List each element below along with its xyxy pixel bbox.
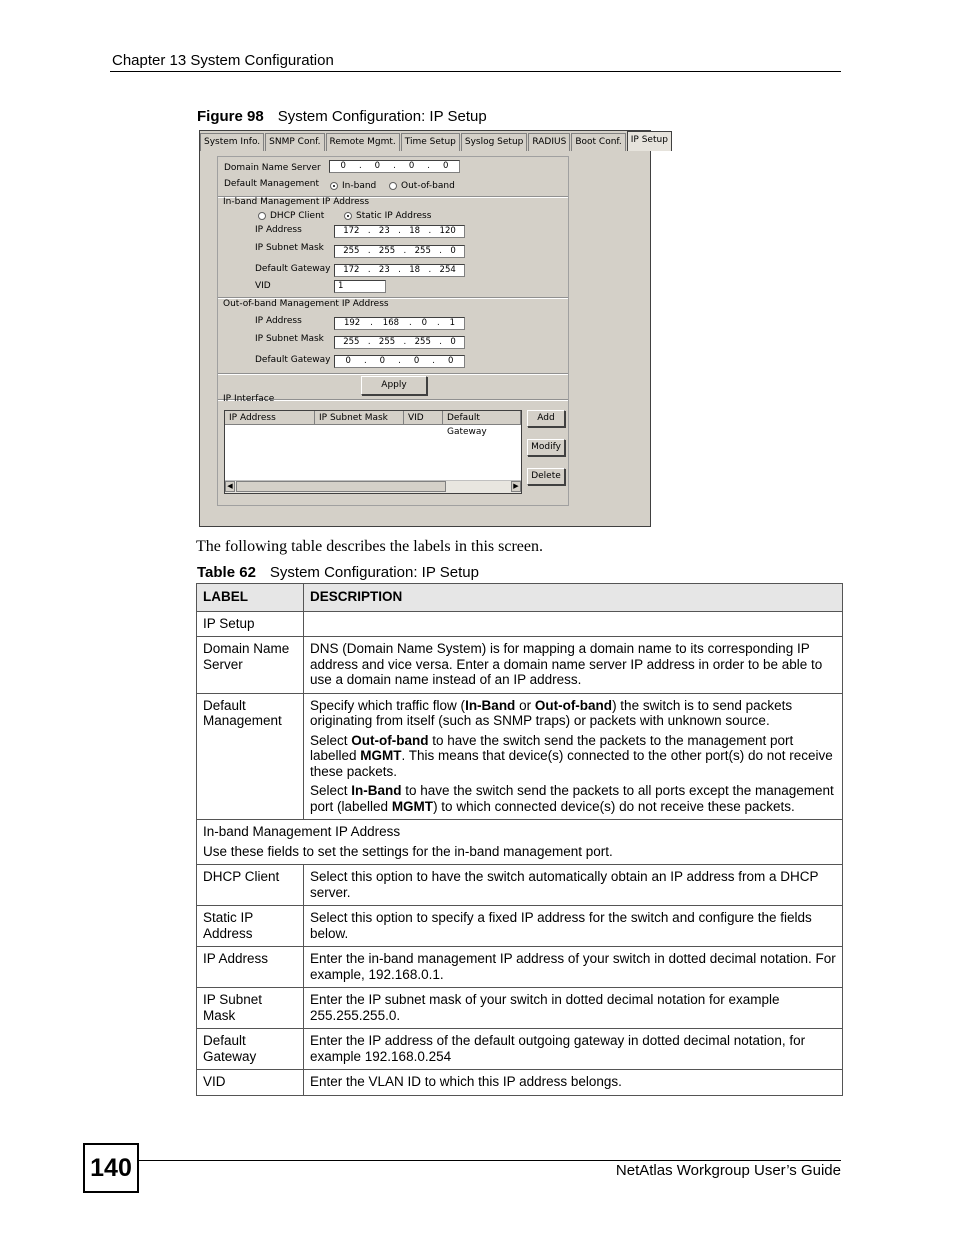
octet: 120	[439, 226, 456, 236]
inband-ip-label: IP Address	[255, 225, 302, 235]
horizontal-scrollbar[interactable]	[225, 480, 521, 493]
octet: 18	[409, 226, 421, 236]
dot: .	[367, 265, 371, 275]
row-description: Select this option to specify a fixed IP address for the switch and configure the fields below.	[304, 906, 843, 947]
octet: 255	[343, 246, 360, 256]
dot: .	[403, 246, 407, 256]
dot: .	[432, 356, 435, 366]
col-subnet-mask[interactable]: IP Subnet Mask	[315, 411, 404, 425]
inband-radio[interactable]	[330, 182, 338, 190]
octet: 255	[414, 337, 431, 347]
dot: .	[428, 265, 432, 275]
dot: .	[403, 337, 407, 347]
row-label: Default Management	[197, 693, 304, 820]
row-label: IP Setup	[197, 611, 304, 637]
text: ) the switch is to send packets originating from itself (such as SNMP traps) or packets with unknown source.	[310, 697, 793, 728]
tab-bar	[200, 131, 673, 150]
tab-ip-setup[interactable]: IP Setup	[627, 131, 672, 151]
inband-vid-input[interactable]: 1	[334, 280, 386, 293]
table-row	[197, 865, 843, 906]
dot: .	[398, 226, 401, 236]
octet: 255	[378, 246, 396, 256]
dns-input[interactable]	[329, 160, 460, 173]
row-description: Enter the IP subnet mask of your switch in dotted decimal notation for example 255.255.255.0.	[304, 988, 843, 1029]
dot: .	[439, 337, 442, 347]
inband-section-title: In-band Management IP Address	[223, 197, 370, 207]
row-description: Enter the VLAN ID to which this IP address belongs.	[304, 1070, 843, 1096]
tab-syslog-setup[interactable]: Syslog Setup	[461, 133, 528, 151]
text: Specify which traffic flow (	[310, 697, 466, 713]
static-ip-radio[interactable]	[344, 212, 352, 220]
octet: 172	[343, 265, 360, 275]
inband-vid-label: VID	[255, 281, 271, 291]
desc-paragraph	[310, 733, 836, 780]
bold-term: MGMT	[360, 748, 402, 763]
outband-gateway-input[interactable]	[334, 355, 465, 368]
figure-number: Figure 98	[197, 108, 264, 125]
inband-mask-input[interactable]	[334, 245, 465, 258]
figure-caption	[197, 108, 487, 125]
dot: .	[393, 161, 396, 171]
outband-mask-input[interactable]	[334, 336, 465, 349]
scroll-right-icon[interactable]: ▶	[511, 481, 521, 492]
figure-title: System Configuration: IP Setup	[277, 108, 487, 125]
octet: 0	[408, 161, 415, 171]
text: to have the switch send the packets to the management port labelled	[310, 732, 794, 763]
tab-boot-conf[interactable]: Boot Conf.	[571, 133, 625, 151]
tab-time-setup[interactable]: Time Setup	[401, 133, 460, 151]
inband-mask-label: IP Subnet Mask	[255, 243, 324, 253]
bold-term: MGMT	[391, 798, 434, 814]
dot: .	[358, 161, 362, 171]
description-header: DESCRIPTION	[304, 584, 843, 612]
ip-interface-list[interactable]	[224, 410, 522, 494]
dhcp-client-radio[interactable]	[258, 212, 266, 220]
octet: 0	[442, 161, 449, 171]
octet: 0	[421, 318, 428, 328]
list-header	[225, 411, 521, 437]
dot: .	[428, 226, 432, 236]
chapter-header: Chapter 13 System Configuration	[112, 52, 334, 69]
dot: .	[398, 265, 401, 275]
octet: 0	[447, 356, 454, 366]
ip-interface-separator	[270, 399, 568, 401]
text: . This means that device(s) connected to the other port(s) do not receive these packets.	[310, 748, 833, 779]
text: ) to which connected device(s) do not receive these packets.	[433, 798, 795, 814]
label-header: LABEL	[197, 584, 304, 612]
row-description	[304, 693, 843, 820]
static-ip-label: Static IP Address	[356, 211, 432, 221]
scroll-left-icon[interactable]: ◀	[225, 481, 235, 492]
dot: .	[436, 318, 440, 328]
row-description: Enter the IP address of the default outgoing gateway in dotted decimal notation, for example 192.168.0.254	[304, 1029, 843, 1070]
octet: 0	[340, 161, 346, 171]
octet: 0	[379, 356, 386, 366]
row-description: Enter the in-band management IP address of your switch in dotted decimal notation. For example, 192.168.0.1.	[304, 947, 843, 988]
dot: .	[367, 337, 371, 347]
section-description: Use these fields to set the settings for the in-band management port.	[203, 843, 613, 859]
apply-button[interactable]: Apply	[361, 376, 427, 395]
table-row	[197, 1029, 843, 1070]
octet: 0	[450, 246, 456, 256]
dns-label: Domain Name Server	[224, 163, 321, 173]
inband-gateway-label: Default Gateway	[255, 264, 331, 274]
table-row	[197, 1070, 843, 1096]
tab-system-info[interactable]: System Info.	[200, 133, 264, 151]
text: Select	[310, 732, 352, 748]
octet: 18	[409, 265, 421, 275]
table-row	[197, 611, 843, 637]
bold-term: Out-of-band	[351, 732, 429, 748]
section-title: In-band Management IP Address	[203, 824, 401, 839]
text: Select	[310, 783, 352, 798]
dot: .	[439, 246, 442, 256]
bold-term: In-Band	[465, 697, 516, 713]
outband-ip-input[interactable]	[334, 317, 465, 330]
text: to have the switch send the packets to all ports except the management port (labelled	[310, 783, 834, 814]
table-header-row	[197, 584, 843, 612]
col-default-gateway[interactable]: Default Gateway	[443, 411, 521, 425]
page-number: 140	[83, 1143, 139, 1193]
description-table	[196, 583, 843, 1096]
row-label: Domain Name Server	[197, 637, 304, 694]
section-row	[197, 820, 843, 865]
dot: .	[427, 161, 430, 171]
scroll-thumb[interactable]	[236, 481, 446, 492]
octet: 172	[343, 226, 360, 236]
add-button[interactable]: Add	[527, 410, 565, 427]
table-row	[197, 820, 843, 865]
octet: 23	[378, 265, 390, 275]
dot: .	[367, 246, 371, 256]
table-caption	[197, 564, 479, 581]
dot: .	[398, 356, 401, 366]
inband-gateway-input[interactable]	[334, 264, 465, 277]
bold-term: In-Band	[351, 783, 402, 798]
col-vid[interactable]: VID	[404, 411, 443, 425]
outofband-radio-label: Out-of-band	[401, 181, 455, 191]
octet: 255	[414, 246, 431, 256]
bold-term: Out-of-band	[534, 697, 613, 713]
dot: .	[367, 226, 371, 236]
table-row	[197, 637, 843, 694]
delete-button[interactable]: Delete	[527, 468, 565, 485]
table-row	[197, 693, 843, 820]
row-label: Default Gateway	[197, 1029, 304, 1070]
row-description: Select this option to have the switch automatically obtain an IP address from a DHCP server.	[304, 865, 843, 906]
ip-setup-screenshot	[199, 130, 668, 527]
outband-gateway-label: Default Gateway	[255, 355, 331, 365]
dhcp-client-label: DHCP Client	[270, 211, 325, 221]
ip-interface-title: IP Interface	[223, 394, 275, 404]
row-label: Static IP Address	[197, 906, 304, 947]
table-row	[197, 906, 843, 947]
desc-paragraph	[310, 698, 836, 729]
modify-button[interactable]: Modify	[527, 439, 565, 456]
octet: 0	[345, 356, 351, 366]
tab-radius[interactable]: RADIUS	[528, 133, 570, 151]
octet: 23	[378, 226, 390, 236]
default-management-label: Default Management	[224, 179, 320, 189]
desc-paragraph	[310, 783, 836, 814]
intro-text: The following table describes the labels in this screen.	[196, 538, 544, 555]
octet: 192	[343, 318, 361, 328]
dot: .	[408, 318, 412, 328]
text: or	[515, 697, 535, 713]
octet: 255	[343, 337, 360, 347]
table-title: System Configuration: IP Setup	[269, 564, 479, 581]
col-ip-address[interactable]: IP Address	[225, 411, 315, 425]
tab-snmp-conf[interactable]: SNMP Conf.	[265, 133, 324, 151]
footer-divider	[139, 1160, 841, 1161]
row-description	[304, 611, 843, 637]
row-label: IP Address	[197, 947, 304, 988]
table-row	[197, 988, 843, 1029]
outband-mask-label: IP Subnet Mask	[255, 334, 324, 344]
outofband-radio[interactable]	[389, 182, 397, 190]
dot: .	[363, 356, 367, 366]
inband-radio-label: In-band	[342, 181, 377, 191]
row-label: VID	[197, 1070, 304, 1096]
apply-separator	[218, 373, 568, 375]
row-label: DHCP Client	[197, 865, 304, 906]
octet: 255	[378, 337, 396, 347]
header-divider	[110, 71, 841, 72]
octet: 0	[413, 356, 420, 366]
octet: 168	[382, 318, 400, 328]
table-row	[197, 947, 843, 988]
outband-section-title: Out-of-band Management IP Address	[223, 299, 389, 309]
octet: 0	[374, 161, 381, 171]
octet: 0	[450, 337, 456, 347]
inband-ip-input[interactable]	[334, 225, 465, 238]
guide-title: NetAtlas Workgroup User’s Guide	[615, 1162, 841, 1179]
outband-ip-label: IP Address	[255, 316, 302, 326]
row-description: DNS (Domain Name System) is for mapping a domain name to its corresponding IP address and vice versa. Enter a domain name server IP address in order to be able to use a domain name instead of an IP address.	[304, 637, 843, 694]
octet: 1	[449, 318, 456, 328]
tab-remote-mgmt[interactable]: Remote Mgmt.	[326, 133, 400, 151]
dot: .	[370, 318, 373, 328]
row-label: IP Subnet Mask	[197, 988, 304, 1029]
table-number: Table 62	[197, 564, 256, 581]
octet: 254	[439, 265, 456, 275]
